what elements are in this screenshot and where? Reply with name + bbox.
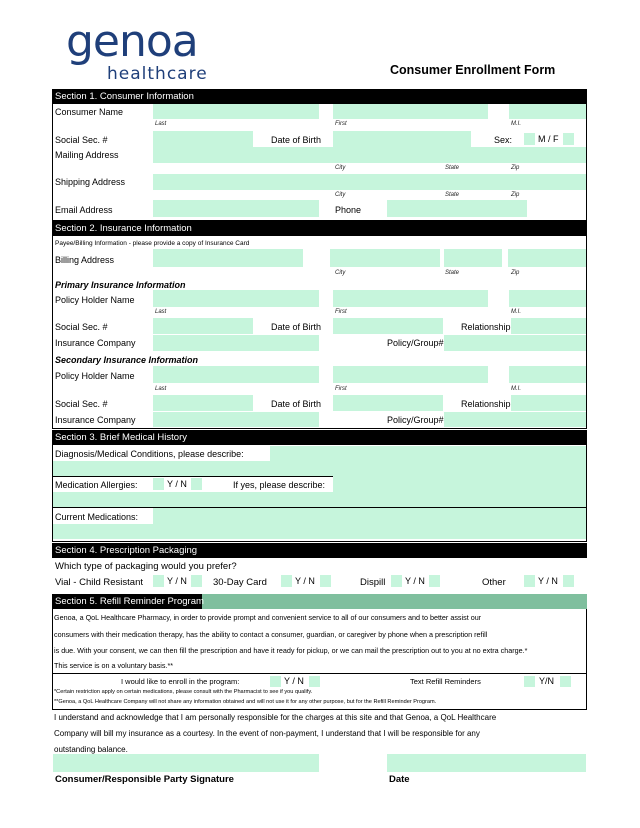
dispill-no-checkbox[interactable] (429, 575, 440, 587)
primary-ssn-field[interactable] (153, 318, 253, 334)
packaging-question: Which type of packaging would you prefer? (55, 561, 237, 572)
text-refill-yn-label: Y/N (539, 676, 555, 686)
allergies-yes-checkbox[interactable] (153, 478, 164, 490)
secondary-ssn-label: Social Sec. # (55, 399, 108, 409)
sub-label-zip-3: Zip (511, 270, 520, 276)
allergies-yn-label: Y / N (167, 479, 187, 489)
phone-field[interactable] (387, 200, 527, 217)
primary-dob-field[interactable] (333, 318, 443, 334)
refill-paragraph-line2: consumers with their medication therapy, has the ability to contact a consumer, guardian, or caregiver by phone when a prescription refill (54, 630, 488, 639)
signature-label: Consumer/Responsible Party Signature (55, 774, 234, 785)
secondary-insurance-heading: Secondary Insurance Information (55, 355, 199, 365)
consumer-last-name-field[interactable] (153, 104, 319, 119)
vial-yes-checkbox[interactable] (153, 575, 164, 587)
sex-female-checkbox[interactable] (563, 133, 574, 145)
secondary-relationship-field[interactable] (511, 395, 586, 411)
secondary-holder-label: Policy Holder Name (55, 371, 135, 381)
ssn-label: Social Sec. # (55, 135, 108, 145)
ack-line3: outstanding balance. (54, 745, 128, 754)
ack-line2: Company will bill my insurance as a courtesy. In the event of non-payment, I understand that I will be responsible for any (54, 729, 480, 738)
allergies-no-checkbox[interactable] (191, 478, 202, 490)
diagnosis-field-2[interactable] (53, 461, 586, 476)
primary-relationship-label: Relationship (461, 322, 511, 332)
sub-label-state: State (445, 165, 460, 171)
consumer-first-name-field[interactable] (333, 104, 488, 119)
sub-label-zip-2: Zip (511, 192, 520, 198)
section5-title: Section 5. Refill Reminder Program (52, 594, 202, 609)
if-yes-label: If yes, please describe: (233, 480, 326, 490)
current-meds-field-1[interactable] (153, 508, 586, 524)
phone-label: Phone (335, 205, 362, 215)
primary-policy-field[interactable] (444, 335, 586, 351)
billing-city-field[interactable] (330, 249, 440, 267)
thirty-day-yes-checkbox[interactable] (281, 575, 292, 587)
current-meds-label: Current Medications: (55, 512, 139, 522)
dispill-yes-checkbox[interactable] (391, 575, 402, 587)
vial-no-checkbox[interactable] (191, 575, 202, 587)
sub-label-mi-3: M.I. (511, 386, 521, 392)
dob-field[interactable] (333, 131, 471, 147)
section4-title: Section 4. Prescription Packaging (52, 543, 587, 558)
ssn-field[interactable] (153, 131, 253, 147)
dispill-label: Dispill (360, 577, 386, 588)
logo-subtext: healthcare (107, 64, 208, 84)
mailing-address-field[interactable] (153, 147, 586, 163)
section3-title: Section 3. Brief Medical History (52, 430, 587, 445)
billing-zip-field[interactable] (508, 249, 586, 267)
text-refill-yes-checkbox[interactable] (524, 676, 535, 687)
refill-paragraph-line4: This service is on a voluntary basis.** (54, 661, 174, 670)
sub-label-first-3: First (335, 386, 347, 392)
secondary-holder-last-field[interactable] (153, 366, 319, 383)
allergies-describe-field-1[interactable] (333, 476, 586, 492)
other-no-checkbox[interactable] (563, 575, 574, 587)
primary-holder-mi-field[interactable] (509, 290, 586, 307)
sub-label-state-3: State (445, 270, 460, 276)
sub-label-zip: Zip (511, 165, 520, 171)
refill-paragraph-line1: Genoa, a QoL Healthcare Pharmacy, in order to provide prompt and convenient service to all of our consumers and to better assist our (54, 613, 482, 622)
primary-dob-label: Date of Birth (271, 322, 322, 332)
other-label: Other (482, 577, 506, 588)
sub-label-first: First (335, 121, 347, 127)
sex-label: Sex: (494, 135, 513, 145)
secondary-holder-first-field[interactable] (333, 366, 488, 383)
primary-holder-first-field[interactable] (333, 290, 488, 307)
thirty-day-yn-label: Y / N (295, 576, 315, 586)
other-yes-checkbox[interactable] (524, 575, 535, 587)
sub-label-mi-2: M.I. (511, 309, 521, 315)
thirty-day-label: 30-Day Card (213, 577, 267, 588)
primary-relationship-field[interactable] (511, 318, 586, 334)
billing-street-field[interactable] (153, 249, 303, 267)
sub-label-city-3: City (335, 270, 346, 276)
diagnosis-field-1[interactable] (270, 446, 586, 461)
consumer-mi-field[interactable] (509, 104, 586, 119)
sex-male-checkbox[interactable] (524, 133, 535, 145)
form-title: Consumer Enrollment Form (390, 63, 556, 77)
primary-company-label: Insurance Company (55, 338, 136, 348)
email-label: Email Address (55, 205, 113, 215)
vial-yn-label: Y / N (167, 576, 187, 586)
shipping-address-field[interactable] (153, 174, 586, 190)
secondary-policy-field[interactable] (444, 412, 586, 427)
consumer-name-label: Consumer Name (55, 107, 124, 117)
primary-policy-label: Policy/Group# (387, 338, 444, 348)
diagnosis-label: Diagnosis/Medical Conditions, please describe: (55, 449, 244, 459)
primary-holder-last-field[interactable] (153, 290, 319, 307)
text-refill-no-checkbox[interactable] (560, 676, 571, 687)
footnote-2: **Genoa, a QoL Healthcare Company will not share any information obtained and will not use it for any other purpose, but for the Refill Reminder Program. (54, 699, 437, 705)
primary-holder-label: Policy Holder Name (55, 295, 135, 305)
secondary-relationship-label: Relationship (461, 399, 511, 409)
secondary-company-label: Insurance Company (55, 415, 136, 425)
section2-title: Section 2. Insurance Information (52, 221, 587, 236)
sub-label-city: City (335, 165, 346, 171)
sub-label-first-2: First (335, 309, 347, 315)
refill-paragraph-line3: is due. With your consent, we can then fill the prescription and have it ready for pickup, or we can mail the prescription out to you at no extra charge.* (54, 646, 528, 655)
signature-date-field[interactable] (387, 754, 586, 772)
primary-insurance-heading: Primary Insurance Information (55, 280, 186, 290)
secondary-company-field[interactable] (153, 412, 319, 427)
divider (52, 673, 587, 674)
logo-text: genoa (66, 16, 198, 67)
dob-label: Date of Birth (271, 135, 322, 145)
billing-state-field[interactable] (444, 249, 502, 267)
sex-options-label: M / F (538, 134, 559, 144)
sub-label-last: Last (155, 121, 167, 127)
footnote-1: *Certain restriction apply on certain medications, please consult with the Pharmacist to see if you qualify. (54, 689, 313, 695)
section1-title: Section 1. Consumer Information (52, 89, 587, 104)
primary-ssn-label: Social Sec. # (55, 322, 108, 332)
ack-line1: I understand and acknowledge that I am personally responsible for the charges at this site and that Genoa, a QoL Healthcare (54, 713, 497, 722)
signature-field[interactable] (53, 754, 319, 772)
enroll-yn-label: Y / N (284, 676, 304, 686)
sub-label-state-2: State (445, 192, 460, 198)
other-yn-label: Y / N (538, 576, 558, 586)
primary-company-field[interactable] (153, 335, 319, 351)
enroll-no-checkbox[interactable] (309, 676, 320, 687)
current-meds-field-2[interactable] (53, 524, 586, 539)
date-label: Date (389, 774, 410, 785)
secondary-holder-mi-field[interactable] (509, 366, 586, 383)
enroll-yes-checkbox[interactable] (270, 676, 281, 687)
dispill-yn-label: Y / N (405, 576, 425, 586)
sub-label-mi: M.I. (511, 121, 521, 127)
enroll-label: I would like to enroll in the program: (121, 677, 240, 686)
sub-label-city-2: City (335, 192, 346, 198)
secondary-dob-label: Date of Birth (271, 399, 322, 409)
billing-label: Billing Address (55, 255, 115, 265)
vial-label: Vial - Child Resistant (55, 577, 144, 588)
sub-label-last-3: Last (155, 386, 167, 392)
text-refill-label: Text Refill Reminders (410, 677, 481, 686)
secondary-dob-field[interactable] (333, 395, 443, 411)
email-field[interactable] (153, 200, 319, 217)
allergies-label: Medication Allergies: (55, 480, 138, 490)
shipping-label: Shipping Address (55, 177, 126, 187)
thirty-day-no-checkbox[interactable] (320, 575, 331, 587)
secondary-ssn-field[interactable] (153, 395, 253, 411)
sub-label-last-2: Last (155, 309, 167, 315)
mailing-label: Mailing Address (55, 150, 119, 160)
secondary-policy-label: Policy/Group# (387, 415, 444, 425)
payee-note: Payee/Billing Information - please provide a copy of Insurance Card (55, 240, 250, 247)
allergies-describe-field-2[interactable] (53, 492, 586, 507)
